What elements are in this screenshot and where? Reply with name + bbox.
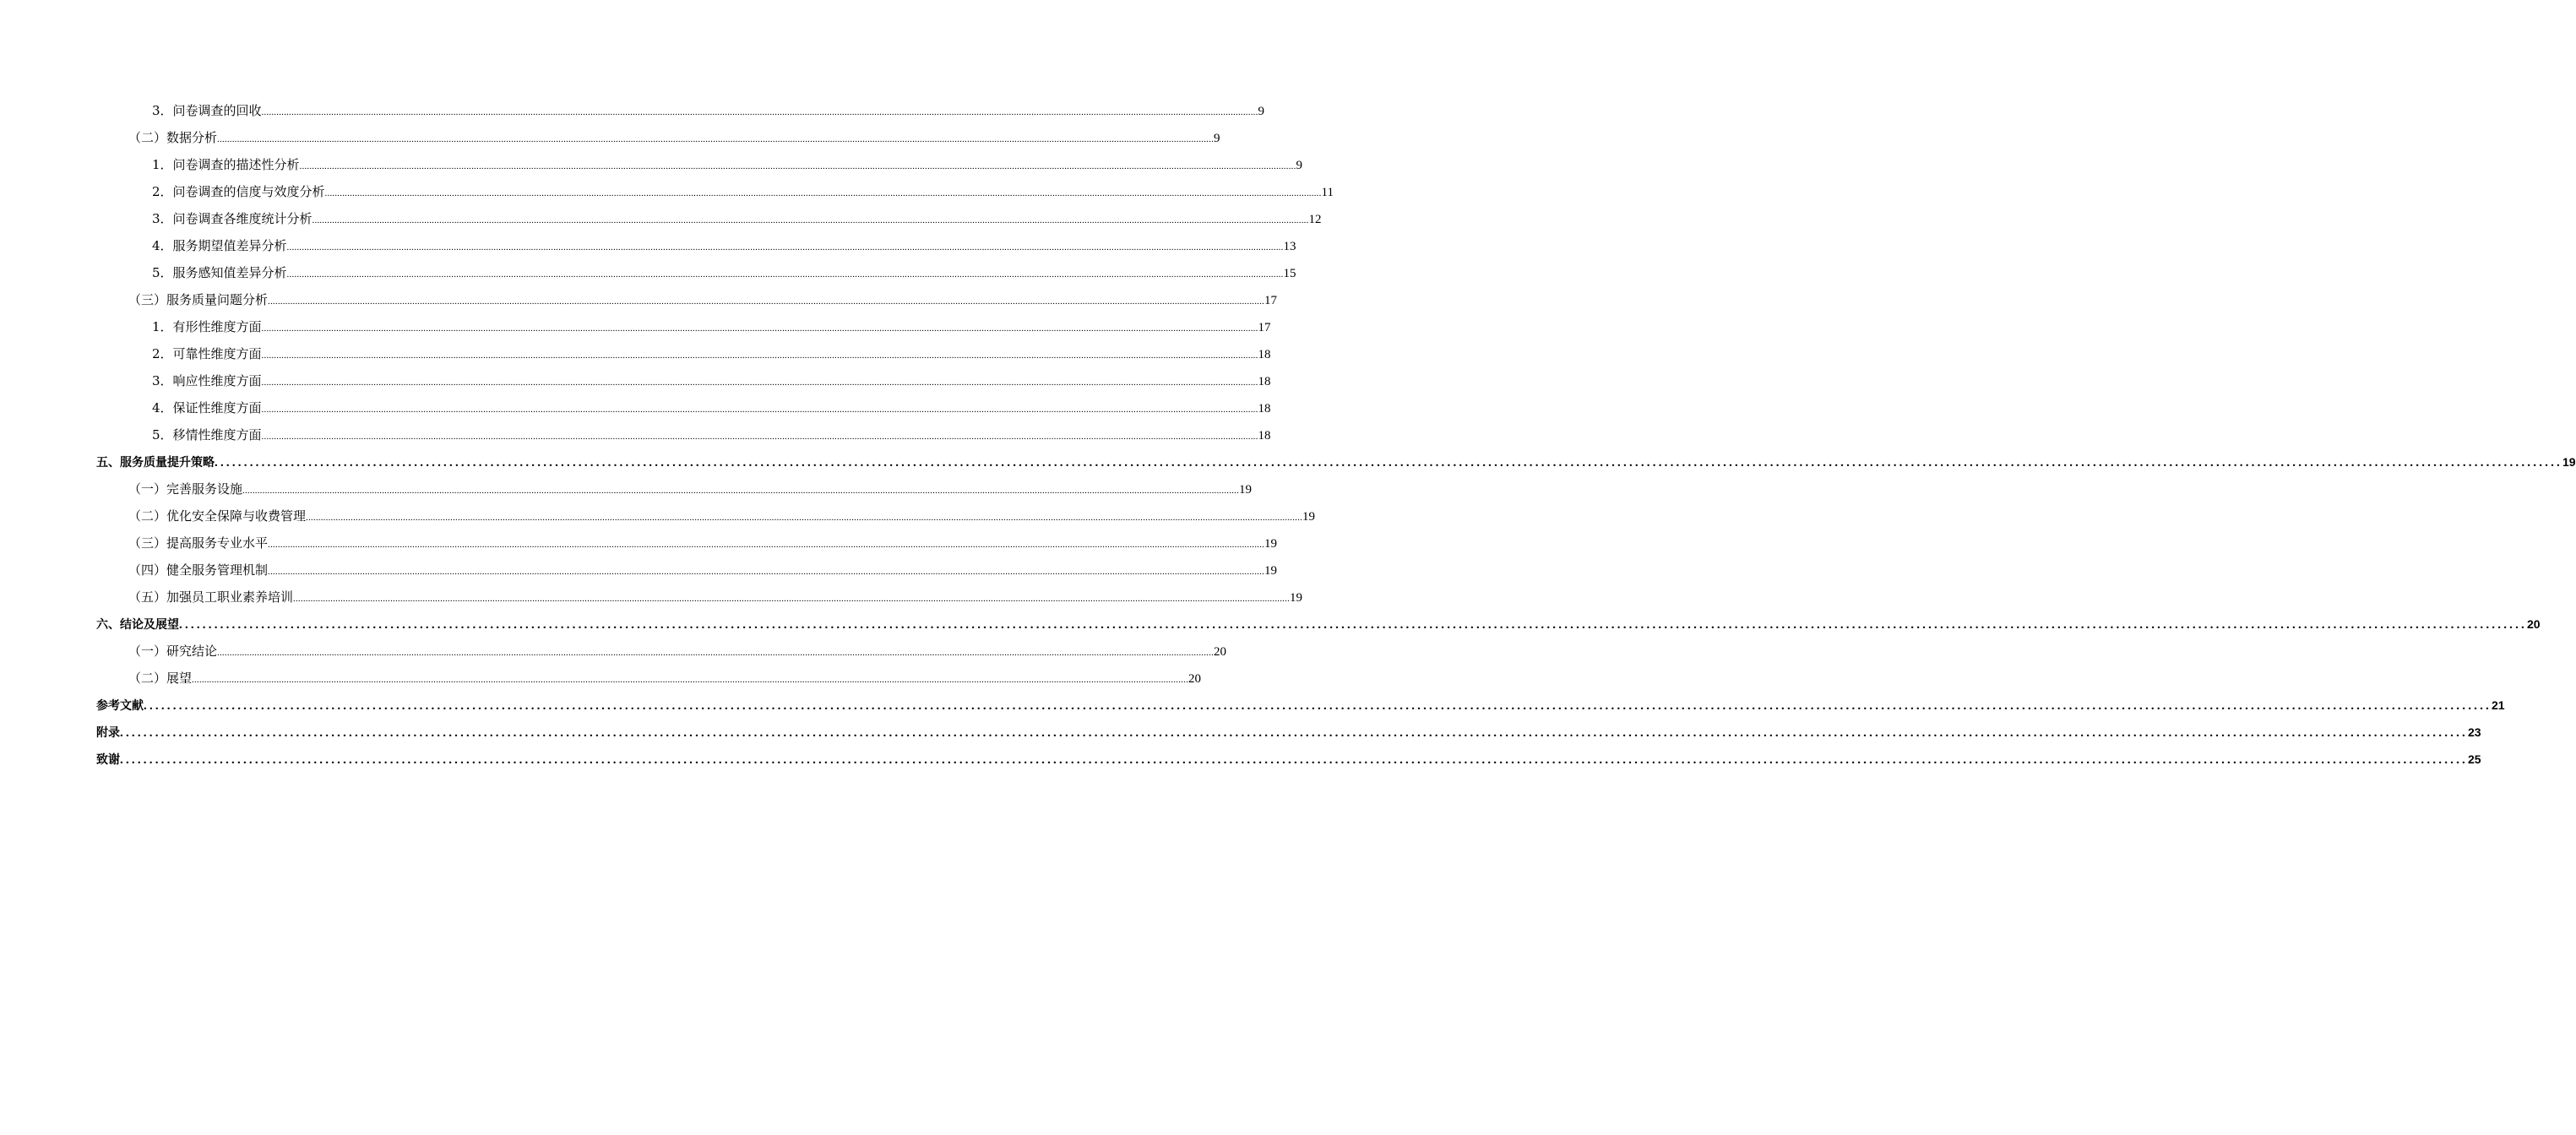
toc-entry[interactable] [96,448,2576,475]
toc-entry[interactable] [96,313,1271,340]
toc-leader-dots: ................................................................................................................................................................................................................................................................................................................................................................................................................ [120,726,2468,740]
toc-entry-page: 15 [1283,267,1296,280]
toc-entry[interactable] [96,692,2505,719]
toc-entry-page: 19 [1239,483,1253,497]
toc-entry-page: 25 [2468,752,2481,766]
toc-leader-dots: ................................................................................................................................................................................................................................................................................................................................................................................................................ [286,242,1284,253]
toc-leader-dots: ................................................................................................................................................................................................................................................................................................................................................................................................................ [217,134,1215,144]
toc-entry-title: （二）优化安全保障与收费管理 [128,508,307,524]
toc-entry-page: 21 [2492,698,2505,712]
toc-entry[interactable] [96,584,1303,611]
toc-leader-dots: ................................................................................................................................................................................................................................................................................................................................................................................................................ [261,432,1258,442]
toc-entry-page: 19 [1264,537,1278,551]
toc-entry-title: 致谢 [96,753,120,767]
toc-entry-title: 2．可靠性维度方面 [152,346,262,361]
toc-entry-title: 参考文献 [96,699,144,713]
toc-leader-dots: ................................................................................................................................................................................................................................................................................................................................................................................................................ [261,405,1258,415]
toc-entry[interactable] [96,151,1303,178]
toc-entry[interactable] [96,529,1278,557]
toc-entry-title: （二）展望 [128,671,193,686]
toc-entry-page: 19 [1302,510,1316,524]
toc-entry-page: 18 [1258,375,1271,388]
toc-entry-title: （三）服务质量问题分析 [128,292,269,307]
toc-entry-title: 2．问卷调查的信度与效度分析 [152,184,325,199]
toc-entry-title: （五）加强员工职业素养培训 [128,589,294,605]
toc-leader-dots: ................................................................................................................................................................................................................................................................................................................................................................................................................ [261,350,1258,361]
toc-leader-dots: ................................................................................................................................................................................................................................................................................................................................................................................................................ [306,513,1303,523]
toc-entry-title: 5．服务感知值差异分析 [152,265,287,280]
table-of-contents [96,97,2576,773]
toc-entry-page: 20 [1188,672,1202,686]
toc-entry-title: 1．有形性维度方面 [152,319,262,334]
toc-leader-dots: ................................................................................................................................................................................................................................................................................................................................................................................................................ [242,486,1240,496]
toc-entry-page: 19 [1290,591,1303,605]
toc-entry-page: 17 [1264,294,1278,307]
toc-entry-page: 9 [1296,159,1303,172]
toc-entry-page: 12 [1308,213,1322,226]
toc-leader-dots: ................................................................................................................................................................................................................................................................................................................................................................................................................ [293,594,1291,604]
toc-leader-dots: ................................................................................................................................................................................................................................................................................................................................................................................................................ [261,377,1258,388]
toc-entry[interactable] [96,746,2481,773]
toc-entry-title: 六、结论及展望 [96,618,179,632]
toc-entry-title: 3．问卷调查各维度统计分析 [152,211,312,226]
toc-entry-title: 4．服务期望值差异分析 [152,238,287,253]
toc-entry[interactable] [96,124,1220,151]
toc-entry-page: 23 [2468,725,2481,739]
toc-entry[interactable] [96,502,1316,529]
toc-leader-dots: ................................................................................................................................................................................................................................................................................................................................................................................................................ [179,618,2527,632]
toc-entry-page: 18 [1258,402,1271,415]
toc-entry-title: 附录 [96,726,120,740]
toc-entry[interactable] [96,421,1271,448]
toc-leader-dots: ................................................................................................................................................................................................................................................................................................................................................................................................................ [144,699,2492,713]
toc-entry[interactable] [96,259,1296,286]
toc-entry-title: （一）研究结论 [128,644,218,659]
toc-entry[interactable] [96,97,1265,124]
toc-leader-dots: ................................................................................................................................................................................................................................................................................................................................................................................................................ [215,456,2562,470]
toc-entry-title: 5．移情性维度方面 [152,427,262,443]
toc-entry-page: 13 [1283,240,1296,253]
toc-leader-dots: ................................................................................................................................................................................................................................................................................................................................................................................................................ [268,540,1265,550]
toc-entry-title: （三）提高服务专业水平 [128,535,269,551]
toc-entry[interactable] [96,638,1227,665]
toc-entry[interactable] [96,178,1334,205]
toc-leader-dots: ................................................................................................................................................................................................................................................................................................................................................................................................................ [268,567,1265,577]
toc-entry-page: 18 [1258,348,1271,361]
toc-entry[interactable] [96,205,1322,232]
toc-leader-dots: ................................................................................................................................................................................................................................................................................................................................................................................................................ [299,161,1296,171]
toc-entry-title: 五、服务质量提升策略 [96,456,215,470]
toc-entry-title: （二）数据分析 [128,130,218,145]
toc-entry-title: （一）完善服务设施 [128,481,243,497]
toc-entry-title: 1．问卷调查的描述性分析 [152,157,300,172]
toc-leader-dots: ................................................................................................................................................................................................................................................................................................................................................................................................................ [286,269,1284,280]
toc-entry-title: （四）健全服务管理机制 [128,562,269,578]
toc-leader-dots: ................................................................................................................................................................................................................................................................................................................................................................................................................ [217,648,1215,658]
toc-entry-page: 19 [1264,564,1278,578]
toc-entry-page: 20 [1214,645,1227,659]
toc-entry[interactable] [96,475,1253,502]
toc-leader-dots: ................................................................................................................................................................................................................................................................................................................................................................................................................ [268,296,1265,307]
toc-entry-title: 4．保证性维度方面 [152,400,262,415]
toc-entry[interactable] [96,286,1278,313]
toc-entry-title: 3．问卷调查的回收 [152,103,262,118]
toc-entry-page: 20 [2527,617,2541,631]
toc-entry[interactable] [96,719,2481,746]
toc-entry-title: 3．响应性维度方面 [152,373,262,388]
toc-entry[interactable] [96,367,1271,394]
toc-leader-dots: ................................................................................................................................................................................................................................................................................................................................................................................................................ [261,323,1258,334]
toc-entry-page: 19 [2562,455,2576,469]
toc-leader-dots: ................................................................................................................................................................................................................................................................................................................................................................................................................ [261,107,1258,117]
toc-leader-dots: ................................................................................................................................................................................................................................................................................................................................................................................................................ [192,675,1189,685]
toc-entry[interactable] [96,340,1271,367]
toc-entry[interactable] [96,394,1271,421]
toc-entry[interactable] [96,611,2541,638]
toc-entry-page: 9 [1214,132,1220,145]
toc-leader-dots: ................................................................................................................................................................................................................................................................................................................................................................................................................ [120,753,2468,767]
toc-entry[interactable] [96,232,1296,259]
toc-entry[interactable] [96,557,1278,584]
toc-leader-dots: ................................................................................................................................................................................................................................................................................................................................................................................................................ [324,188,1322,198]
toc-entry-page: 17 [1258,321,1271,334]
toc-entry-page: 18 [1258,429,1271,443]
toc-leader-dots: ................................................................................................................................................................................................................................................................................................................................................................................................................ [312,215,1309,225]
toc-entry[interactable] [96,665,1202,692]
toc-entry-page: 11 [1321,186,1334,199]
toc-entry-page: 9 [1258,105,1265,118]
